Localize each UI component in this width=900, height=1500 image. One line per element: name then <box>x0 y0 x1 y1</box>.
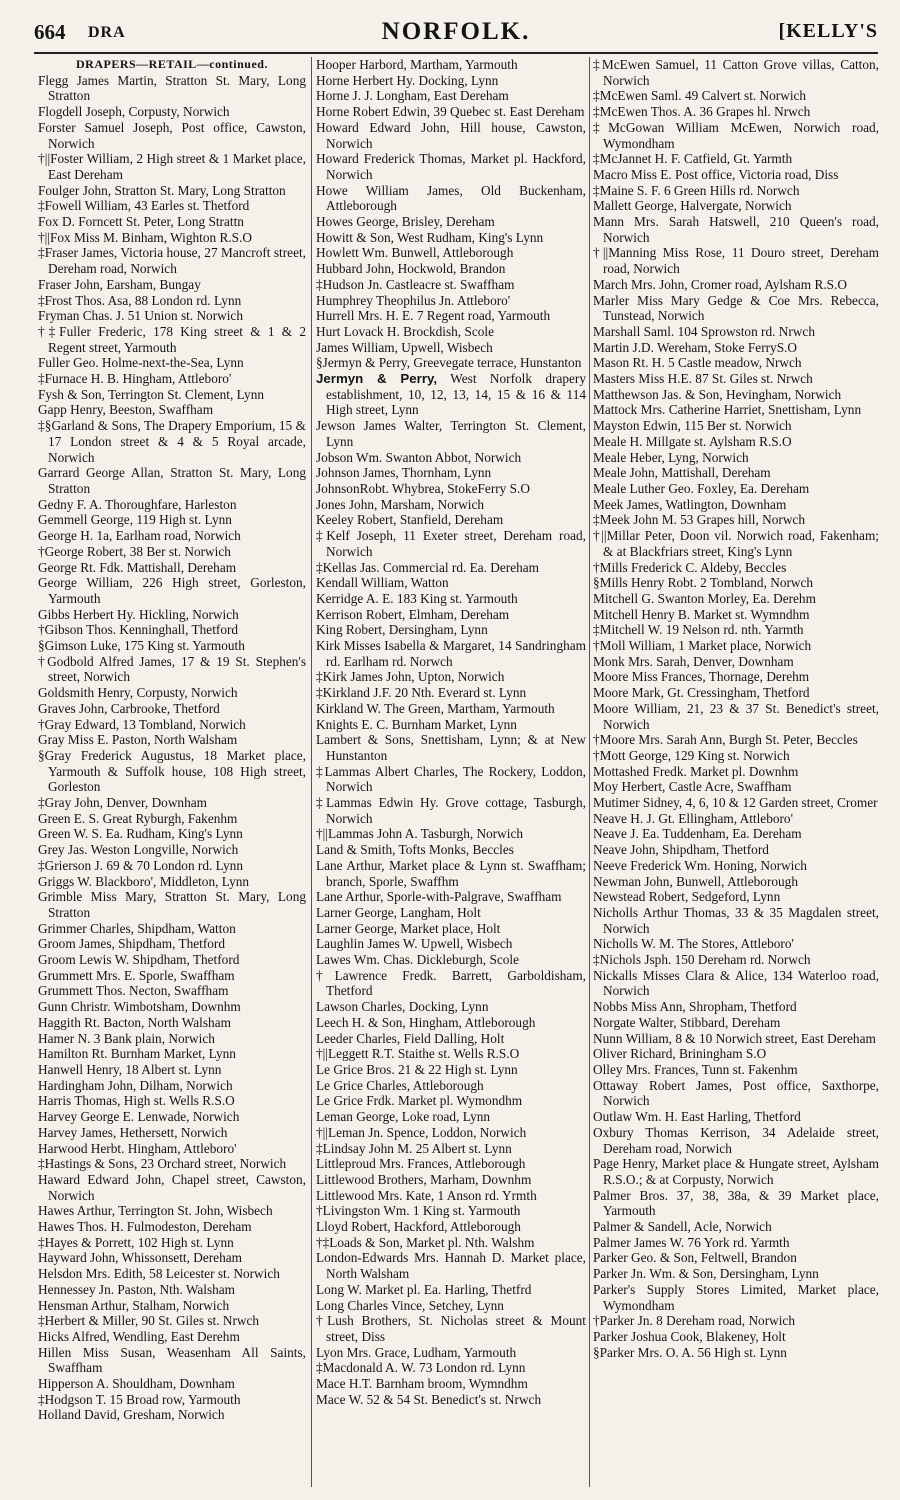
directory-entry: Fryman Chas. J. 51 Union st. Norwich <box>38 308 243 324</box>
directory-entry: Meale Luther Geo. Foxley, Ea. Dereham <box>593 480 810 496</box>
directory-entry: March Mrs. John, Cromer road, Aylsham R.S.O <box>593 276 847 292</box>
directory-entry: Harris Thomas, High st. Wells R.S.O <box>38 1093 235 1109</box>
directory-entry: Neave John, Shipdham, Thetford <box>593 842 769 858</box>
directory-entry: Fysh & Son, Terrington St. Clement, Lynn <box>38 386 264 402</box>
directory-entry: ‡Kirkland J.F. 20 Nth. Everard st. Lynn <box>316 685 527 701</box>
directory-entry: Howard Frederick Thomas, Market pl. Hackford, Norwich <box>316 151 586 182</box>
directory-entry: Howes George, Brisley, Dereham <box>316 214 495 230</box>
directory-entry: †||Millar Peter, Doon vil. Norwich road, Fakenham; & at Blackfriars street, King's Lynn <box>593 528 879 559</box>
directory-entry: †George Robert, 38 Ber st. Norwich <box>38 543 231 559</box>
directory-entry: George H. 1a, Earlham road, Norwich <box>38 528 241 544</box>
directory-entry: Palmer Bros. 37, 38, 38a, & 39 Market place, Yarmouth <box>593 1187 879 1219</box>
directory-entry: Gemmell George, 119 High st. Lynn <box>38 512 232 528</box>
directory-entry: †||Foster William, 2 High street & 1 Market place, East Dereham <box>38 151 306 182</box>
directory-entry: Howard Edward John, Hill house, Cawston, Norwich <box>316 119 586 151</box>
directory-entry: Newstead Robert, Sedgeford, Lynn <box>593 889 781 905</box>
directory-entry: Ottaway Robert James, Post office, Saxthorpe, Norwich <box>593 1077 879 1109</box>
directory-entry: Oxbury Thomas Kerrison, 34 Adelaide street, Dereham road, Norwich <box>593 1124 879 1156</box>
directory-entry: Gibbs Herbert Hy. Hickling, Norwich <box>38 606 239 622</box>
directory-entry: Meale Heber, Lyng, Norwich <box>593 449 749 465</box>
directory-entry: ‡Hodgson T. 15 Broad row, Yarmouth <box>38 1391 241 1407</box>
directory-entry: Flegg James Martin, Stratton St. Mary, Long Stratton <box>38 72 306 104</box>
directory-entry: Jones John, Marsham, Norwich <box>316 496 485 512</box>
column-3 <box>593 57 879 1487</box>
directory-entry: Kirkland W. The Green, Martham, Yarmouth <box>316 700 555 716</box>
directory-entry: §Gray Frederick Augustus, 18 Market place, Yarmouth & Suffolk house, 108 High street, Gorleston <box>38 747 306 795</box>
directory-entry: Le Grice Frdk. Market pl. Wymondhm <box>316 1093 523 1109</box>
directory-entry: Lyon Mrs. Grace, Ludham, Yarmouth <box>316 1344 517 1360</box>
directory-entry: Garrard George Allan, Stratton St. Mary, Long Stratton <box>38 465 306 496</box>
directory-entry: Harvey James, Hethersett, Norwich <box>38 1124 228 1140</box>
directory-entry: Neeve Frederick Wm. Honing, Norwich <box>593 857 807 873</box>
directory-entry: Howitt & Son, West Rudham, King's Lynn <box>316 229 544 245</box>
directory-entry: †Gibson Thos. Kenninghall, Thetford <box>38 622 239 638</box>
directory-entry: ‡Grierson J. 69 & 70 London rd. Lynn <box>38 857 243 873</box>
directory-entry: Johnson James, Thornham, Lynn <box>316 465 492 481</box>
directory-entry: §Mills Henry Robt. 2 Tombland, Norwch <box>593 575 814 591</box>
directory-entry: †Moll William, 1 Market place, Norwich <box>593 638 812 654</box>
directory-entry: Littleproud Mrs. Frances, Attleborough <box>316 1156 526 1172</box>
directory-entry: ‡Furnace H. B. Hingham, Attleboro' <box>38 371 232 387</box>
directory-entry: Marshall Saml. 104 Sprowston rd. Nrwch <box>593 323 815 339</box>
directory-entry: Goldsmith Henry, Corpusty, Norwich <box>38 685 238 701</box>
directory-entry: ‡Nichols Jsph. 150 Dereham rd. Norwch <box>593 952 811 968</box>
publisher-name: [KELLY'S <box>778 20 878 42</box>
directory-entry: Kerridge A. E. 183 King st. Yarmouth <box>316 590 518 606</box>
directory-entry: Moore Mark, Gt. Cressingham, Thetford <box>593 685 810 701</box>
directory-entry: Lane Arthur, Sporle-with-Palgrave, Swaffham <box>316 889 562 905</box>
directory-entry: Mallett George, Halvergate, Norwich <box>593 198 792 214</box>
directory-entry: †||Lammas John A. Tasburgh, Norwich <box>316 826 524 842</box>
directory-entry: †Mott George, 129 King st. Norwich <box>593 747 790 763</box>
directory-entry: ‡Lindsay John M. 25 Albert st. Lynn <box>316 1140 512 1156</box>
header-rule <box>34 52 878 54</box>
directory-entry: Nicholls W. M. The Stores, Attleboro' <box>593 936 794 952</box>
column-divider <box>589 57 590 1487</box>
directory-entry: Lloyd Robert, Hackford, Attleborough <box>316 1219 521 1235</box>
directory-entry: †Livingston Wm. 1 King st. Yarmouth <box>316 1203 521 1219</box>
directory-entry: Kerrison Robert, Elmham, Dereham <box>316 606 510 622</box>
directory-entry: Flogdell Joseph, Corpusty, Norwich <box>38 104 230 120</box>
directory-entry: Fuller Geo. Holme-next-the-Sea, Lynn <box>38 355 244 371</box>
directory-entry: Mottashed Fredk. Market pl. Downhm <box>593 763 799 779</box>
directory-entry: Howlett Wm. Bunwell, Attleborough <box>316 245 514 261</box>
directory-entry: ‡Herbert & Miller, 90 St. Giles st. Nrwch <box>38 1313 260 1329</box>
directory-entry: Oliver Richard, Briningham S.O <box>593 1046 767 1062</box>
page-header <box>34 16 878 52</box>
directory-entry: James William, Upwell, Wisbech <box>316 339 493 355</box>
directory-entry: Hardingham John, Dilham, Norwich <box>38 1077 233 1093</box>
directory-entry: ‡Kelf Joseph, 11 Exeter street, Dereham road, Norwich <box>316 528 586 559</box>
directory-entry: Olley Mrs. Frances, Tunn st. Fakenhm <box>593 1062 798 1077</box>
directory-entry: Mason Rt. H. 5 Castle meadow, Nrwch <box>593 355 802 371</box>
directory-entry: Grimble Miss Mary, Stratton St. Mary, Long Stratton <box>38 889 306 920</box>
directory-entry: Horne J. J. Longham, East Dereham <box>316 88 509 104</box>
directory-entry: Forster Samuel Joseph, Post office, Cawston, Norwich <box>38 119 306 151</box>
directory-entry: ‡Lammas Edwin Hy. Grove cottage, Tasburgh, Norwich <box>316 795 586 826</box>
directory-entry: †||Leggett R.T. Staithe st. Wells R.S.O <box>316 1046 520 1062</box>
directory-entry: Marler Miss Mary Gedge & Coe Mrs. Rebecca, Tunstead, Norwich <box>593 292 879 324</box>
directory-entry: ‡§Garland & Sons, The Drapery Emporium, 15 & 17 London street & 4 & 5 Royal arcade, Norwich <box>38 418 306 465</box>
directory-entry: Harwood Herbt. Hingham, Attleboro' <box>38 1140 237 1156</box>
column-divider <box>311 57 312 1487</box>
directory-entry: Norgate Walter, Stibbard, Dereham <box>593 1014 781 1030</box>
directory-entry: Masters Miss H.E. 87 St. Giles st. Nrwch <box>593 371 813 387</box>
directory-entry: Littlewood Brothers, Marham, Downhm <box>316 1171 532 1187</box>
directory-entry: Haward Edward John, Chapel street, Cawston, Norwich <box>38 1171 306 1203</box>
directory-entry: ‡McEwen Thos. A. 36 Grapes hl. Nrwch <box>593 104 811 120</box>
directory-entry: Groom Lewis W. Shipdham, Thetford <box>38 952 240 968</box>
directory-entry: Laughlin James W. Upwell, Wisbech <box>316 936 513 952</box>
column-1 <box>38 57 306 1487</box>
directory-entry: Grummett Mrs. E. Sporle, Swaffham <box>38 967 235 983</box>
directory-entry: Long Charles Vince, Setchey, Lynn <box>316 1297 504 1313</box>
directory-entry: Mitchell G. Swanton Morley, Ea. Derehm <box>593 590 816 606</box>
directory-entry: †||Leman Jn. Spence, Loddon, Norwich <box>316 1124 527 1140</box>
page-number: 664 <box>34 20 66 44</box>
directory-entry: Lambert & Sons, Snettisham, Lynn; & at New Hunstanton <box>316 732 586 763</box>
directory-entry: Outlaw Wm. H. East Harling, Thetford <box>593 1109 801 1125</box>
directory-entry: †‡Fuller Frederic, 178 King street & 1 & 2 Regent street, Yarmouth <box>38 323 306 355</box>
directory-entry: §Gimson Luke, 175 King st. Yarmouth <box>38 638 245 654</box>
directory-entry: ‡Macdonald A. W. 73 London rd. Lynn <box>316 1360 526 1376</box>
directory-entry: Green E. S. Great Ryburgh, Fakenhm <box>38 810 238 826</box>
directory-entry: Fraser John, Earsham, Bungay <box>38 276 201 292</box>
directory-entry: Gedny F. A. Thoroughfare, Harleston <box>38 496 237 512</box>
directory-entry: Hicks Alfred, Wendling, East Derehm <box>38 1328 240 1344</box>
directory-entry: Fox D. Forncett St. Peter, Long Strattn <box>38 214 244 230</box>
directory-entry: Helsdon Mrs. Edith, 58 Leicester st. Norwich <box>38 1266 280 1282</box>
directory-entry: †Lush Brothers, St. Nicholas street & Mount street, Diss <box>316 1313 586 1344</box>
directory-entry: Kendall William, Watton <box>316 575 449 591</box>
directory-entry: Moore Miss Frances, Thornage, Derehm <box>593 669 810 685</box>
directory-entry: Le Grice Bros. 21 & 22 High st. Lynn <box>316 1062 518 1077</box>
directory-entry: Mace W. 52 & 54 St. Benedict's st. Nrwch <box>316 1391 542 1407</box>
directory-entry: ‡McJannet H. F. Catfield, Gt. Yarmth <box>593 151 793 167</box>
directory-entry: †Mills Frederick C. Aldeby, Beccles <box>593 559 787 575</box>
column-2 <box>316 57 586 1487</box>
directory-entry: Larner George, Market place, Holt <box>316 920 501 936</box>
directory-entry: ‡McEwen Samuel, 11 Catton Grove villas, Catton, Norwich <box>593 57 879 88</box>
directory-entry: George Rt. Fdk. Mattishall, Dereham <box>38 559 237 575</box>
directory-entry: Page Henry, Market place & Hungate street, Aylsham R.S.O.; & at Corpusty, Norwich <box>593 1156 879 1187</box>
directory-entry: ‡Lammas Albert Charles, The Rockery, Loddon, Norwich <box>316 763 586 795</box>
directory-entry: †||Fox Miss M. Binham, Wighton R.S.O <box>38 229 253 245</box>
directory-entry: Grey Jas. Weston Longville, Norwich <box>38 842 239 858</box>
directory-entry: ‡Fowell William, 43 Earles st. Thetford <box>38 198 250 214</box>
directory-entry: Moy Herbert, Castle Acre, Swaffham <box>593 779 792 795</box>
directory-entry: Lawson Charles, Docking, Lynn <box>316 999 489 1015</box>
directory-entry: JohnsonRobt. Whybrea, StokeFerry S.O <box>316 480 530 496</box>
directory-entry: Hawes Arthur, Terrington St. John, Wisbech <box>38 1203 273 1219</box>
directory-entry: ‡Frost Thos. Asa, 88 London rd. Lynn <box>38 292 242 308</box>
directory-entry: Gunn Christr. Wimbotsham, Downhm <box>38 999 241 1015</box>
directory-entry: †Moore Mrs. Sarah Ann, Burgh St. Peter, Beccles <box>593 732 858 748</box>
directory-entry: ‡Fraser James, Victoria house, 27 Mancroft street, Dereham road, Norwich <box>38 245 306 277</box>
directory-entry: George William, 226 High street, Gorleston, Yarmouth <box>38 575 306 606</box>
directory-entry: Hamer N. 3 Bank plain, Norwich <box>38 1030 215 1046</box>
directory-entry: Jewson James Walter, Terrington St. Clement, Lynn <box>316 418 586 449</box>
directory-entry: Humphrey Theophilus Jn. Attleboro' <box>316 292 511 308</box>
entry-list <box>316 57 586 1407</box>
directory-entry: Meale H. Millgate st. Aylsham R.S.O <box>593 433 792 449</box>
directory-entry: Nickalls Misses Clara & Alice, 134 Waterloo road, Norwich <box>593 967 879 999</box>
directory-entry: Le Grice Charles, Attleborough <box>316 1077 484 1093</box>
directory-entry: Neave J. Ea. Tuddenham, Ea. Dereham <box>593 826 802 842</box>
directory-entry: Howe William James, Old Buckenham, Attleborough <box>316 182 586 214</box>
directory-entry: †Godbold Alfred James, 17 & 19 St. Stephen's street, Norwich <box>38 653 306 685</box>
directory-entry: Keeley Robert, Stanfield, Dereham <box>316 512 504 528</box>
directory-entry: Hawes Thos. H. Fulmodeston, Dereham <box>38 1219 252 1235</box>
directory-entry: Griggs W. Blackboro', Middleton, Lynn <box>38 873 250 889</box>
directory-entry: Gapp Henry, Beeston, Swaffham <box>38 402 214 418</box>
directory-entry: ‡Meek John M. 53 Grapes hill, Norwch <box>593 512 805 528</box>
directory-entry: †‡Loads & Son, Market pl. Nth. Walshm <box>316 1234 535 1250</box>
directory-entry: Hubbard John, Hockwold, Brandon <box>316 261 506 277</box>
directory-entry: ‡Maine S. F. 6 Green Hills rd. Norwch <box>593 182 800 198</box>
directory-entry: Long W. Market pl. Ea. Harling, Thetfrd <box>316 1281 532 1297</box>
directory-entry: ‡Kirk James John, Upton, Norwich <box>316 669 505 685</box>
directory-entry: Matthewson Jas. & Son, Hevingham, Norwich <box>593 386 842 402</box>
directory-entry: Hurrell Mrs. H. E. 7 Regent road, Yarmouth <box>316 308 551 324</box>
directory-entry: Hipperson A. Shouldham, Downham <box>38 1376 235 1392</box>
directory-entry: ‡Hudson Jn. Castleacre st. Swaffham <box>316 276 515 292</box>
directory-entry: London-Edwards Mrs. Hannah D. Market place, North Walsham <box>316 1250 586 1282</box>
directory-entry: †Gray Edward, 13 Tombland, Norwich <box>38 716 246 732</box>
directory-entry: Foulger John, Stratton St. Mary, Long Stratton <box>38 182 286 198</box>
directory-entry: §Jermyn & Perry, Greevegate terrace, Hunstanton <box>316 355 582 371</box>
directory-entry: Moore William, 21, 23 & 37 St. Benedict's street, Norwich <box>593 700 879 732</box>
directory-entry: Parker's Supply Stores Limited, Market place, Wymondham <box>593 1281 879 1313</box>
directory-entry: Nunn William, 8 & 10 Norwich street, East Dereham <box>593 1030 876 1046</box>
directory-entry: King Robert, Dersingham, Lynn <box>316 622 488 638</box>
directory-entry: Groom James, Shipdham, Thetford <box>38 936 225 952</box>
directory-entry: ‡McGowan William McEwen, Norwich road, Wymondham <box>593 119 879 151</box>
directory-entry: Newman John, Bunwell, Attleborough <box>593 873 798 889</box>
directory-entry: Leech H. & Son, Hingham, Attleborough <box>316 1014 536 1030</box>
directory-entry: Mutimer Sidney, 4, 6, 10 & 12 Garden street, Cromer <box>593 795 878 811</box>
directory-entry: †||Manning Miss Rose, 11 Douro street, Dereham road, Norwich <box>593 245 879 277</box>
directory-entry: Meek James, Watlington, Downham <box>593 496 787 512</box>
directory-entry: Mattock Mrs. Catherine Harriet, Snettisham, Lynn <box>593 402 862 418</box>
directory-entry: †Lawrence Fredk. Barrett, Garboldisham, Thetford <box>316 967 586 999</box>
section-heading: DRAPERS—RETAIL—continued. <box>76 57 268 71</box>
directory-entry: Hooper Harbord, Martham, Yarmouth <box>316 57 518 72</box>
entry-list <box>38 73 306 1423</box>
directory-entry: Macro Miss E. Post office, Victoria road, Diss <box>593 166 839 182</box>
directory-entry: Hayward John, Whissonsett, Dereham <box>38 1250 242 1266</box>
directory-entry: Grummett Thos. Necton, Swaffham <box>38 983 229 999</box>
directory-entry: Meale John, Mattishall, Dereham <box>593 465 771 481</box>
directory-entry: Palmer James W. 76 York rd. Yarmth <box>593 1234 790 1250</box>
page-title: NORFOLK. <box>381 18 531 45</box>
directory-entry: Green W. S. Ea. Rudham, King's Lynn <box>38 826 243 842</box>
directory-entry: Hillen Miss Susan, Weasenham All Saints, Swaffham <box>38 1344 306 1376</box>
directory-entry: Hennessey Jn. Paston, Nth. Walsham <box>38 1281 236 1297</box>
directory-entry: Mann Mrs. Sarah Hatswell, 210 Queen's road, Norwich <box>593 214 879 245</box>
directory-entry: Hurt Lovack H. Brockdish, Scole <box>316 323 494 339</box>
directory-entry: Palmer & Sandell, Acle, Norwich <box>593 1219 772 1235</box>
section-abbreviation: DRA <box>88 24 126 41</box>
directory-entry: Grimmer Charles, Shipdham, Watton <box>38 920 236 936</box>
directory-entry: Mace H.T. Barnham broom, Wymndhm <box>316 1376 528 1392</box>
directory-entry: Jermyn & Perry, West Norfolk drapery establishment, 10, 12, 13, 14, 15 & 16 & 114 High street, Lynn <box>316 371 586 418</box>
directory-entry: ‡McEwen Saml. 49 Calvert st. Norwich <box>593 88 807 104</box>
directory-entry: Harvey George E. Lenwade, Norwich <box>38 1109 240 1125</box>
directory-entry: §Parker Mrs. O. A. 56 High st. Lynn <box>593 1344 787 1360</box>
directory-entry: Lawes Wm. Chas. Dickleburgh, Scole <box>316 952 519 968</box>
directory-entry: Leeder Charles, Field Dalling, Holt <box>316 1030 505 1046</box>
directory-entry: Gray Miss E. Paston, North Walsham <box>38 732 238 748</box>
directory-entry: Parker Jn. Wm. & Son, Dersingham, Lynn <box>593 1266 819 1282</box>
directory-entry: Jobson Wm. Swanton Abbot, Norwich <box>316 449 522 465</box>
directory-entry: Parker Joshua Cook, Blakeney, Holt <box>593 1328 786 1344</box>
directory-entry: Mayston Edwin, 115 Ber st. Norwich <box>593 418 792 434</box>
directory-entry: Knights E. C. Burnham Market, Lynn <box>316 716 517 732</box>
entry-list <box>593 57 879 1360</box>
directory-entry: Nobbs Miss Ann, Shropham, Thetford <box>593 999 797 1015</box>
directory-entry: Neave H. J. Gt. Ellingham, Attleboro' <box>593 810 793 826</box>
directory-entry: ‡Mitchell W. 19 Nelson rd. nth. Yarmth <box>593 622 804 638</box>
directory-entry: Land & Smith, Tofts Monks, Beccles <box>316 842 514 858</box>
directory-entry: Horne Robert Edwin, 39 Quebec st. East Dereham <box>316 104 585 120</box>
directory-entry: Littlewood Mrs. Kate, 1 Anson rd. Yrmth <box>316 1187 537 1203</box>
directory-entry: Nicholls Arthur Thomas, 33 & 35 Magdalen street, Norwich <box>593 904 879 936</box>
directory-entry: Martin J.D. Wereham, Stoke FerryS.O <box>593 339 798 355</box>
directory-entry: Parker Geo. & Son, Feltwell, Brandon <box>593 1250 797 1266</box>
directory-entry: ‡Hastings & Sons, 23 Orchard street, Norwich <box>38 1156 287 1172</box>
directory-entry: Holland David, Gresham, Norwich <box>38 1407 225 1423</box>
directory-entry: Larner George, Langham, Holt <box>316 904 481 920</box>
directory-entry: Mitchell Henry B. Market st. Wymndhm <box>593 606 810 622</box>
directory-entry: ‡Kellas Jas. Commercial rd. Ea. Dereham <box>316 559 540 575</box>
directory-entry: Hamilton Rt. Burnham Market, Lynn <box>38 1046 236 1062</box>
directory-entry: Graves John, Carbrooke, Thetford <box>38 700 220 716</box>
directory-entry: Horne Herbert Hy. Docking, Lynn <box>316 72 499 88</box>
directory-entry: Monk Mrs. Sarah, Denver, Downham <box>593 653 794 669</box>
directory-entry: Haggith Rt. Bacton, North Walsham <box>38 1014 231 1030</box>
directory-entry: ‡Hayes & Porrett, 102 High st. Lynn <box>38 1234 234 1250</box>
directory-entry: ‡Gray John, Denver, Downham <box>38 795 207 811</box>
directory-entry: Hanwell Henry, 18 Albert st. Lynn <box>38 1062 222 1077</box>
directory-entry: Lane Arthur, Market place & Lynn st. Swaffham; branch, Sporle, Swaffhm <box>316 857 586 889</box>
directory-entry: Kirk Misses Isabella & Margaret, 14 Sandringham rd. Earlham rd. Norwch <box>316 638 586 669</box>
directory-entry: Hensman Arthur, Stalham, Norwich <box>38 1297 230 1313</box>
directory-entry: †Parker Jn. 8 Dereham road, Norwich <box>593 1313 795 1329</box>
directory-entry: Leman George, Loke road, Lynn <box>316 1109 491 1125</box>
